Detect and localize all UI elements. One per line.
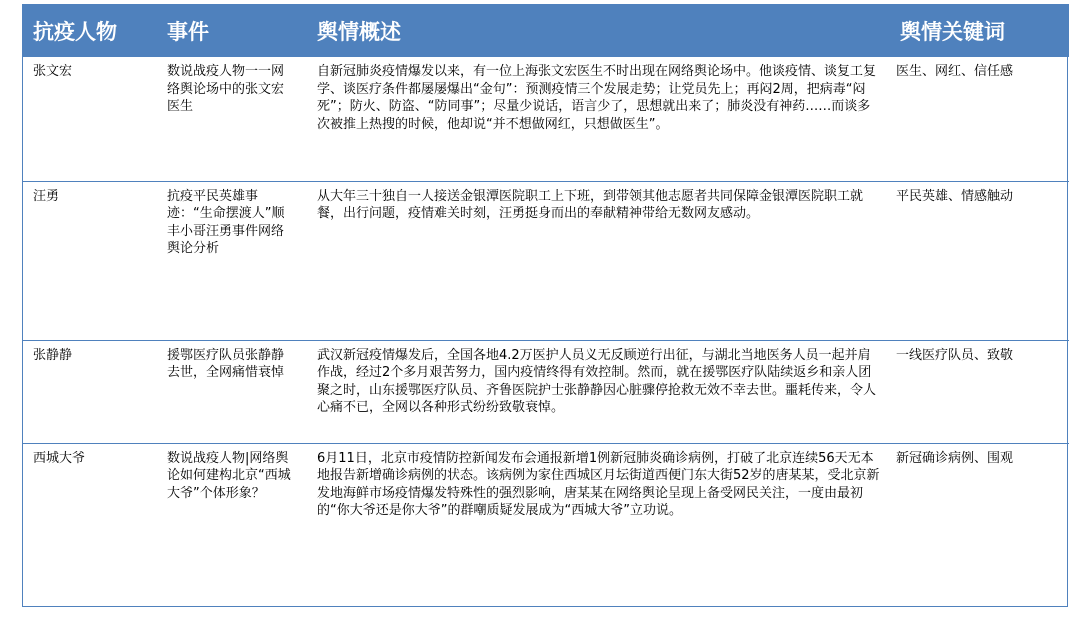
cell-person: 张静静	[23, 340, 157, 443]
table-row	[23, 181, 1069, 340]
cell-overview: 武汉新冠疫情爆发后，全国各地4.2万医护人员义无反顾逆行出征，与湖北当地医务人员一起并肩作战，经过2个多月艰苦努力，国内疫情终得有效控制。然而，就在援鄂医疗队陆续返乡和亲人团聚之时，山东援鄂医疗队员、齐鲁医院护士张静静因心脏骤停抢救无效不幸去世。噩耗传来，令人心痛不已，全网以各种形式纷纷致敬衰悼。	[307, 340, 890, 443]
table-row	[23, 443, 1069, 601]
table-header	[23, 4, 1069, 57]
cell-person: 汪勇	[23, 181, 157, 340]
cell-overview: 从大年三十独自一人接送金银潭医院职工上下班，到带领其他志愿者共同保障金银潭医院职工就餐，出行问题，疫情难关时刻，汪勇挺身而出的奉献精神带给无数网友感动。	[307, 181, 890, 340]
table-row	[23, 57, 1069, 181]
cell-event: 数说战疫人物|网络舆论如何建构北京“西城大爷”个体形象？	[167, 450, 291, 501]
header-row	[23, 4, 1069, 57]
cell-event: 数说战疫人物一一网络舆论场中的张文宏医生	[157, 57, 307, 181]
header-overview: 舆情概述	[307, 4, 890, 57]
header-event: 事件	[157, 4, 307, 57]
cell-keywords: 平民英雄、情感触动	[890, 181, 1069, 340]
table-row	[23, 340, 1069, 443]
cell-event: 援鄂医疗队员张静静去世，全网痛惜衰悼	[157, 340, 307, 443]
opinion-table-container	[22, 4, 1068, 607]
cell-person: 张文宏	[23, 57, 157, 181]
cell-keywords: 新冠确诊病例、围观	[896, 450, 1014, 466]
cell-overview: 自新冠肺炎疫情爆发以来，有一位上海张文宏医生不时出现在网络舆论场中。他谈疫情、谈复工复学、谈医疗条件都屡屡爆出“金句”：预测疫情三个发展走势；让党员先上；再闷2周，把病毒“闷死”；防火、防盗、“防同事”；尽量少说话，语言少了，思想就出来了；肺炎没有神药……而谈多次被推上热搜的时候，他却说“并不想做网红，只想做医生”。	[307, 57, 890, 181]
cell-keywords: 一线医疗队员、致敬	[890, 340, 1069, 443]
header-keywords: 舆情关键词	[890, 4, 1069, 57]
cell-keywords: 医生、网红、信任感	[890, 57, 1069, 181]
cell-person: 西城大爷	[33, 450, 86, 466]
cell-overview: 6月11日，北京市疫情防控新闻发布会通报新增1例新冠肺炎确诊病例，打破了北京连续56天无本地报告新增确诊病例的状态。该病例为家住西城区月坛街道西便门东大街52岁的唐某某，受北京新发地海鲜市场疫情爆发特殊性的强烈影响，唐某某在网络舆论呈现上备受网民关注，一度由最初的“你大爷还是你大爷”的群嘲质疑发展成为“西城大爷”立功说。	[317, 450, 880, 519]
cell-event: 抗疫平民英雄事迹：“生命摆渡人”顺丰小哥汪勇事件网络舆论分析	[157, 181, 307, 340]
opinion-table	[23, 4, 1069, 601]
table-body	[23, 57, 1069, 601]
header-person: 抗疫人物	[23, 4, 157, 57]
